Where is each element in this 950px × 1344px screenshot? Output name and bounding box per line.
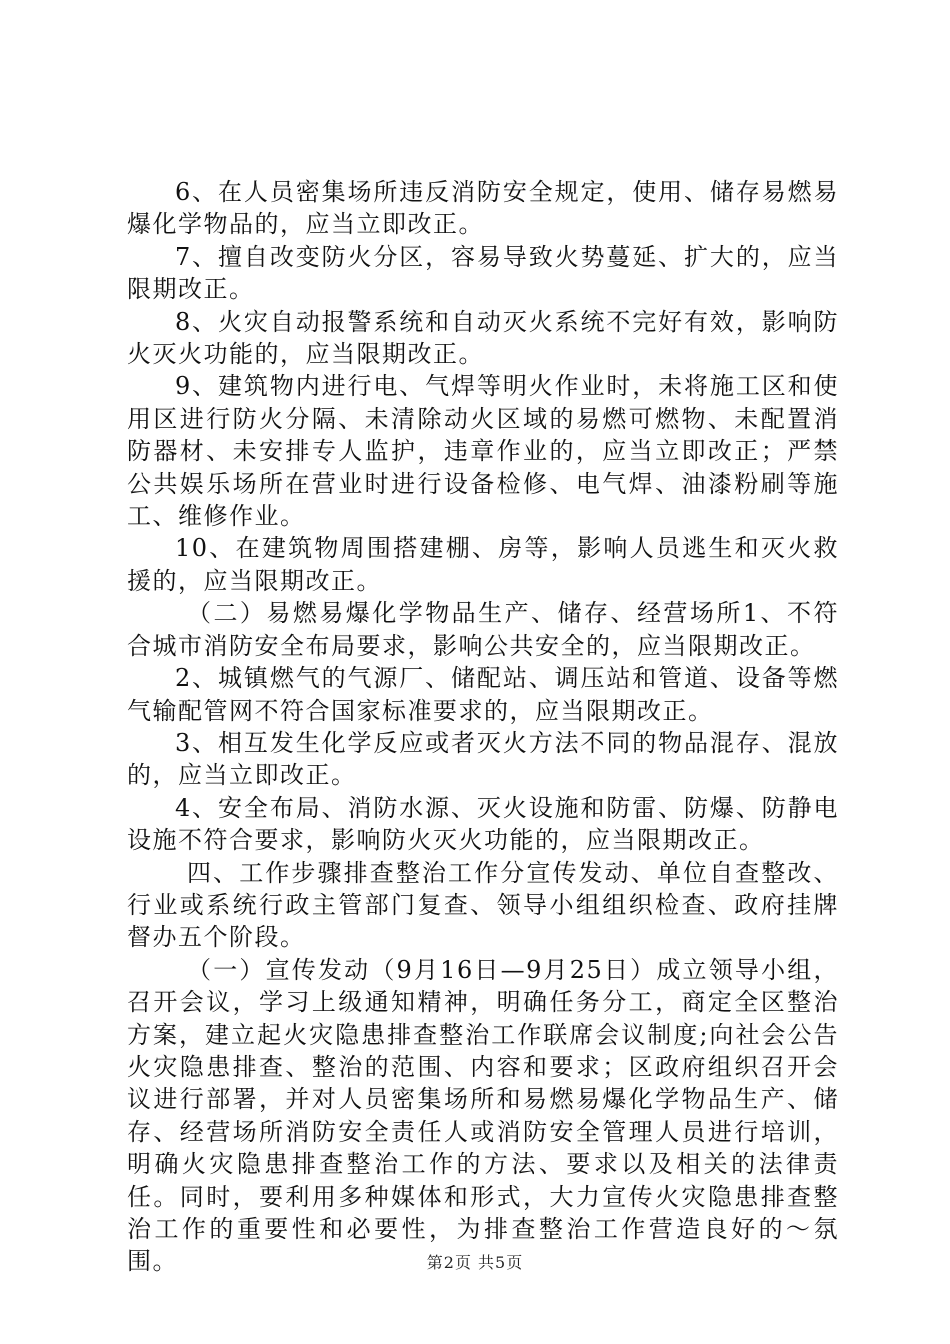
document-body (127, 176, 839, 1278)
page-footer (0, 1250, 950, 1273)
paragraph-section-2-item-3: 3、相互发生化学反应或者灭火方法不同的物品混存、混放的，应当立即改正。 (127, 728, 839, 790)
paragraph-work-steps: 四、工作步骤排查整治工作分宣传发动、单位自查整改、行业或系统行政主管部门复查、领导小组组织检查、政府挂牌督办五个阶段。 (127, 858, 839, 952)
paragraph-item-6: 6、在人员密集场所违反消防安全规定，使用、储存易燃易爆化学物品的，应当立即改正。 (127, 178, 839, 239)
paragraph-item-10: 10、在建筑物周围搭建棚、房等，影响人员逃生和灭火救援的，应当限期改正。 (127, 534, 839, 595)
paragraph-section-2-item-1: （二）易燃易爆化学物品生产、储存、经营场所1、不符合城市消防安全布局要求，影响公共安全的，应当限期改正。 (127, 599, 839, 660)
paragraph-section-2-item-2: 2、城镇燃气的气源厂、储配站、调压站和管道、设备等燃气输配管网不符合国家标准要求的，应当限期改正。 (127, 664, 839, 725)
paragraph-publicity-stage: （一）宣传发动（9月16日—9月25日）成立领导小组，召开会议，学习上级通知精神，明确任务分工，商定全区整治方案，建立起火灾隐患排查整治工作联席会议制度;向社会公告火灾隐患排查、整治的范围、内容和要求；区政府组织召开会议进行部署，并对人员密集场所和易燃易爆化学物品生产、储存、经营场所消防安全责任人或消防安全管理人员进行培训，明确火灾隐患排查整治工作的方法、要求以及相关的法律责任。同时，要利用多种媒体和形式，大力宣传火灾隐患排查整治工作的重要性和必要性，为排查整治工作营造良好的～氛围。 (127, 955, 839, 1276)
paragraph-item-9: 9、建筑物内进行电、气焊等明火作业时，未将施工区和使用区进行防火分隔、未清除动火区域的易燃可燃物、未配置消防器材、未安排专人监护，违章作业的，应当立即改正；严禁公共娱乐场所在营业时进行设备检修、电气焊、油漆粉刷等施工、维修作业。 (127, 372, 839, 531)
paragraph-section-2-item-4: 4、安全布局、消防水源、灭火设施和防雷、防爆、防静电设施不符合要求，影响防火灭火功能的，应当限期改正。 (127, 793, 839, 855)
page-number-label: 第2页 共5页 (426, 1253, 524, 1272)
paragraph-item-7: 7、擅自改变防火分区，容易导致火势蔓延、扩大的，应当限期改正。 (127, 242, 839, 304)
paragraph-item-8: 8、火灾自动报警系统和自动灭火系统不完好有效，影响防火灭火功能的，应当限期改正。 (127, 307, 839, 369)
